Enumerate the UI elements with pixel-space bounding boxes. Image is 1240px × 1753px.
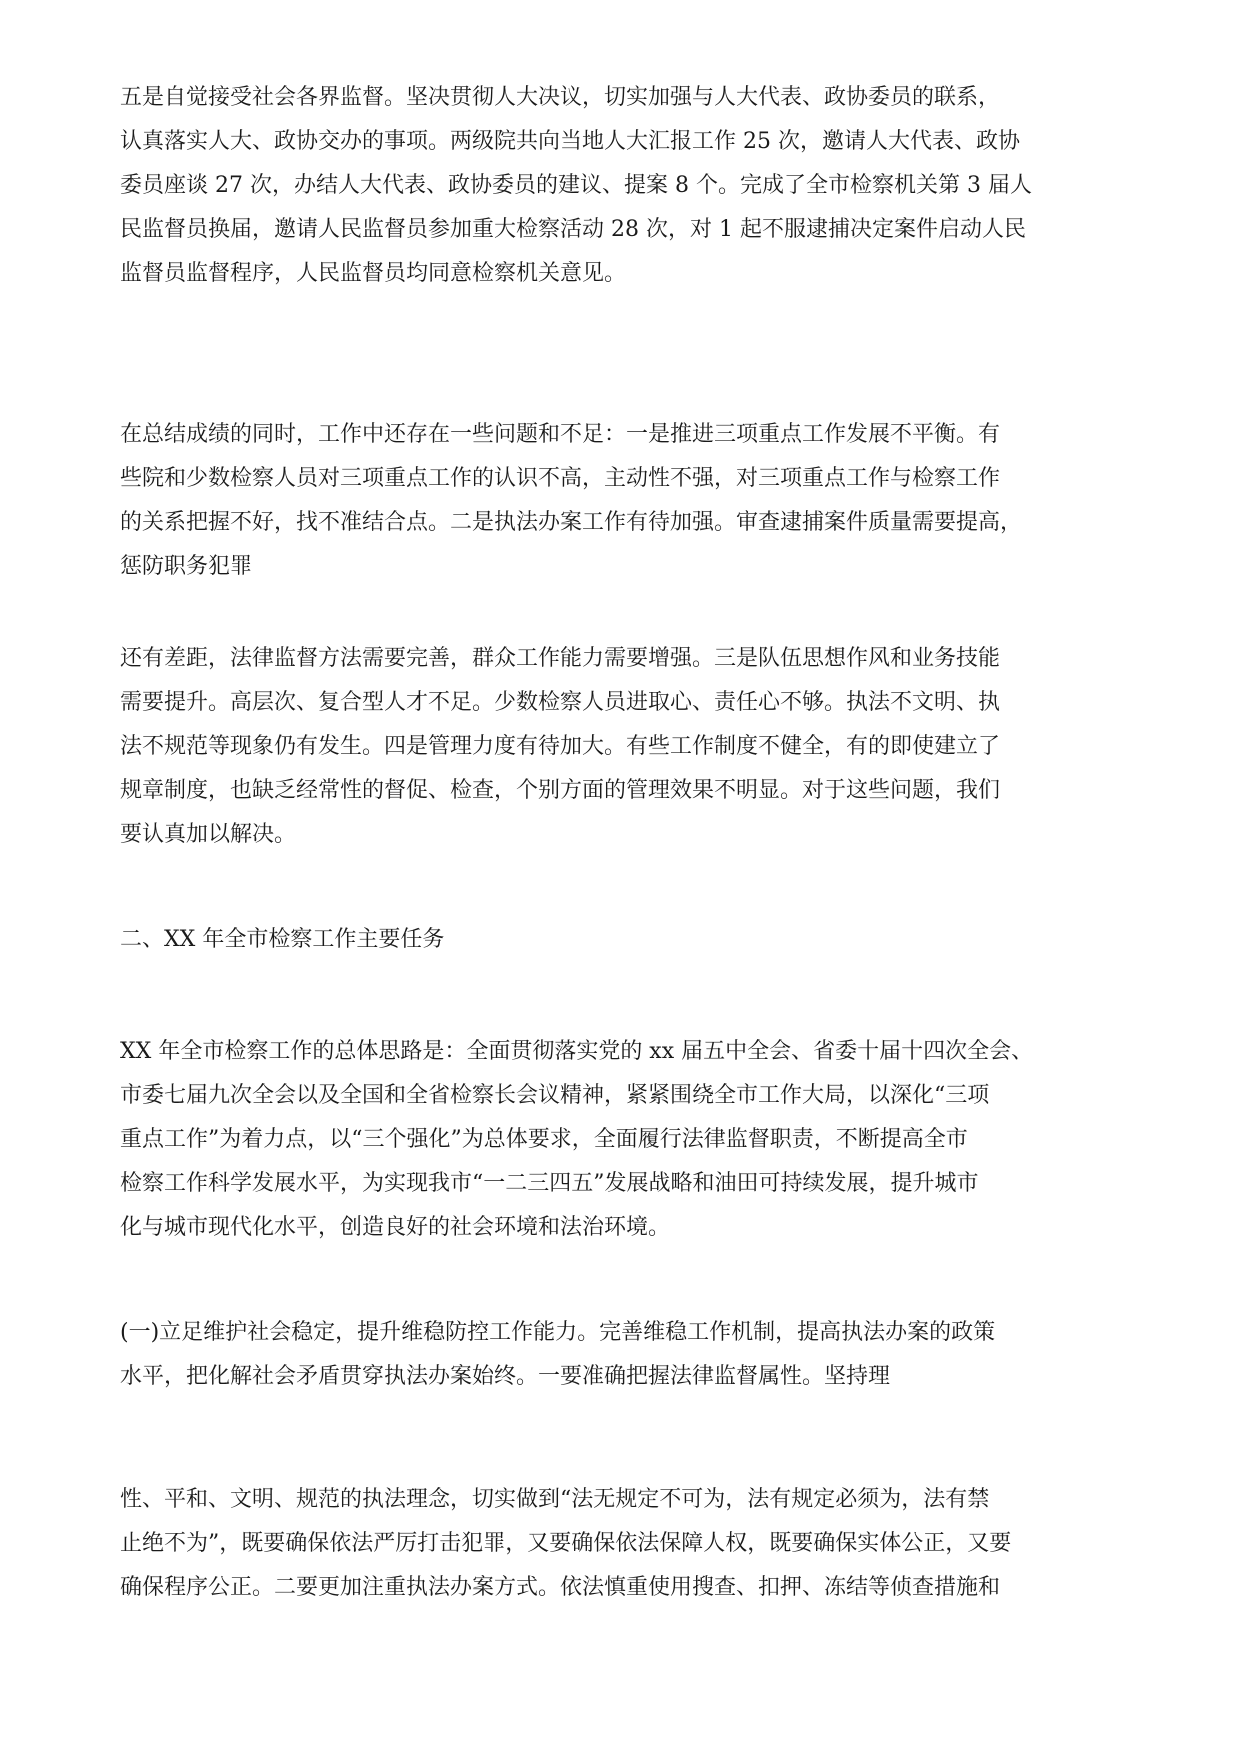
text-line: 需要提升。高层次、复合型人才不足。少数检察人员进取心、责任心不够。执法不文明、执: [120, 690, 1001, 715]
text-line: 检察工作科学发展水平，为实现我市“一二三四五”发展战略和油田可持续发展，提升城市: [120, 1171, 979, 1196]
text-line: 性、平和、文明、规范的执法理念，切实做到“法无规定不可为，法有规定必须为，法有禁: [120, 1487, 990, 1512]
paragraph-stability-continued: [120, 1478, 1120, 1610]
text-line: 二、XX 年全市检察工作主要任务: [120, 927, 445, 952]
paragraph-problems-continued: [120, 637, 1120, 857]
text-line: 监督员监督程序，人民监督员均同意检察机关意见。: [120, 261, 627, 286]
text-line: 止绝不为”，既要确保依法严厉打击犯罪，又要确保依法保障人权，既要确保实体公正，又要: [120, 1531, 1012, 1556]
text-line: 化与城市现代化水平，创造良好的社会环境和法治环境。: [120, 1215, 671, 1240]
text-line: 五是自觉接受社会各界监督。坚决贯彻人大决议，切实加强与人大代表、政协委员的联系，: [120, 85, 1001, 110]
paragraph-problems: [120, 413, 1120, 589]
text-line: 还有差距，法律监督方法需要完善，群众工作能力需要增强。三是队伍思想作风和业务技能: [120, 646, 1001, 671]
text-line: 确保程序公正。二要更加注重执法办案方式。依法慎重使用搜查、扣押、冻结等侦查措施和: [120, 1575, 1001, 1600]
text-line: 市委七届九次全会以及全国和全省检察长会议精神，紧紧围绕全市工作大局，以深化“三项: [120, 1083, 990, 1108]
paragraph-overall-approach: [120, 1030, 1120, 1250]
section-heading: [120, 918, 1120, 962]
text-line: 认真落实人大、政协交办的事项。两级院共向当地人大汇报工作 25 次，邀请人大代表、政协: [120, 129, 1020, 154]
text-line: 要认真加以解决。: [120, 822, 297, 847]
text-line: 水平，把化解社会矛盾贯穿执法办案始终。一要准确把握法律监督属性。坚持理: [120, 1364, 891, 1389]
text-line: 的关系把握不好，找不准结合点。二是执法办案工作有待加强。审查逮捕案件质量需要提高，: [120, 510, 1023, 535]
text-line: 重点工作”为着力点，以“三个强化”为总体要求，全面履行法律监督职责，不断提高全市: [120, 1127, 968, 1152]
text-line: 在总结成绩的同时，工作中还存在一些问题和不足：一是推进三项重点工作发展不平衡。有: [120, 422, 1001, 447]
paragraph-stability: [120, 1311, 1120, 1399]
text-line: 些院和少数检察人员对三项重点工作的认识不高，主动性不强，对三项重点工作与检察工作: [120, 466, 1001, 491]
text-line: 民监督员换届，邀请人民监督员参加重大检察活动 28 次，对 1 起不服逮捕决定案件启动人民: [120, 217, 1026, 242]
text-line: 规章制度，也缺乏经常性的督促、检查，个别方面的管理效果不明显。对于这些问题，我们: [120, 778, 1001, 803]
text-line: (一)立足维护社会稳定，提升维稳防控工作能力。完善维稳工作机制，提高执法办案的政策: [120, 1320, 996, 1345]
paragraph-supervision: [120, 76, 1120, 296]
text-line: 法不规范等现象仍有发生。四是管理力度有待加大。有些工作制度不健全，有的即使建立了: [120, 734, 1001, 759]
text-line: 惩防职务犯罪: [120, 554, 253, 579]
text-line: XX 年全市检察工作的总体思路是：全面贯彻落实党的 xx 届五中全会、省委十届十四次全会、: [120, 1039, 1034, 1064]
text-line: 委员座谈 27 次，办结人大代表、政协委员的建议、提案 8 个。完成了全市检察机关第 3 届人: [120, 173, 1032, 198]
